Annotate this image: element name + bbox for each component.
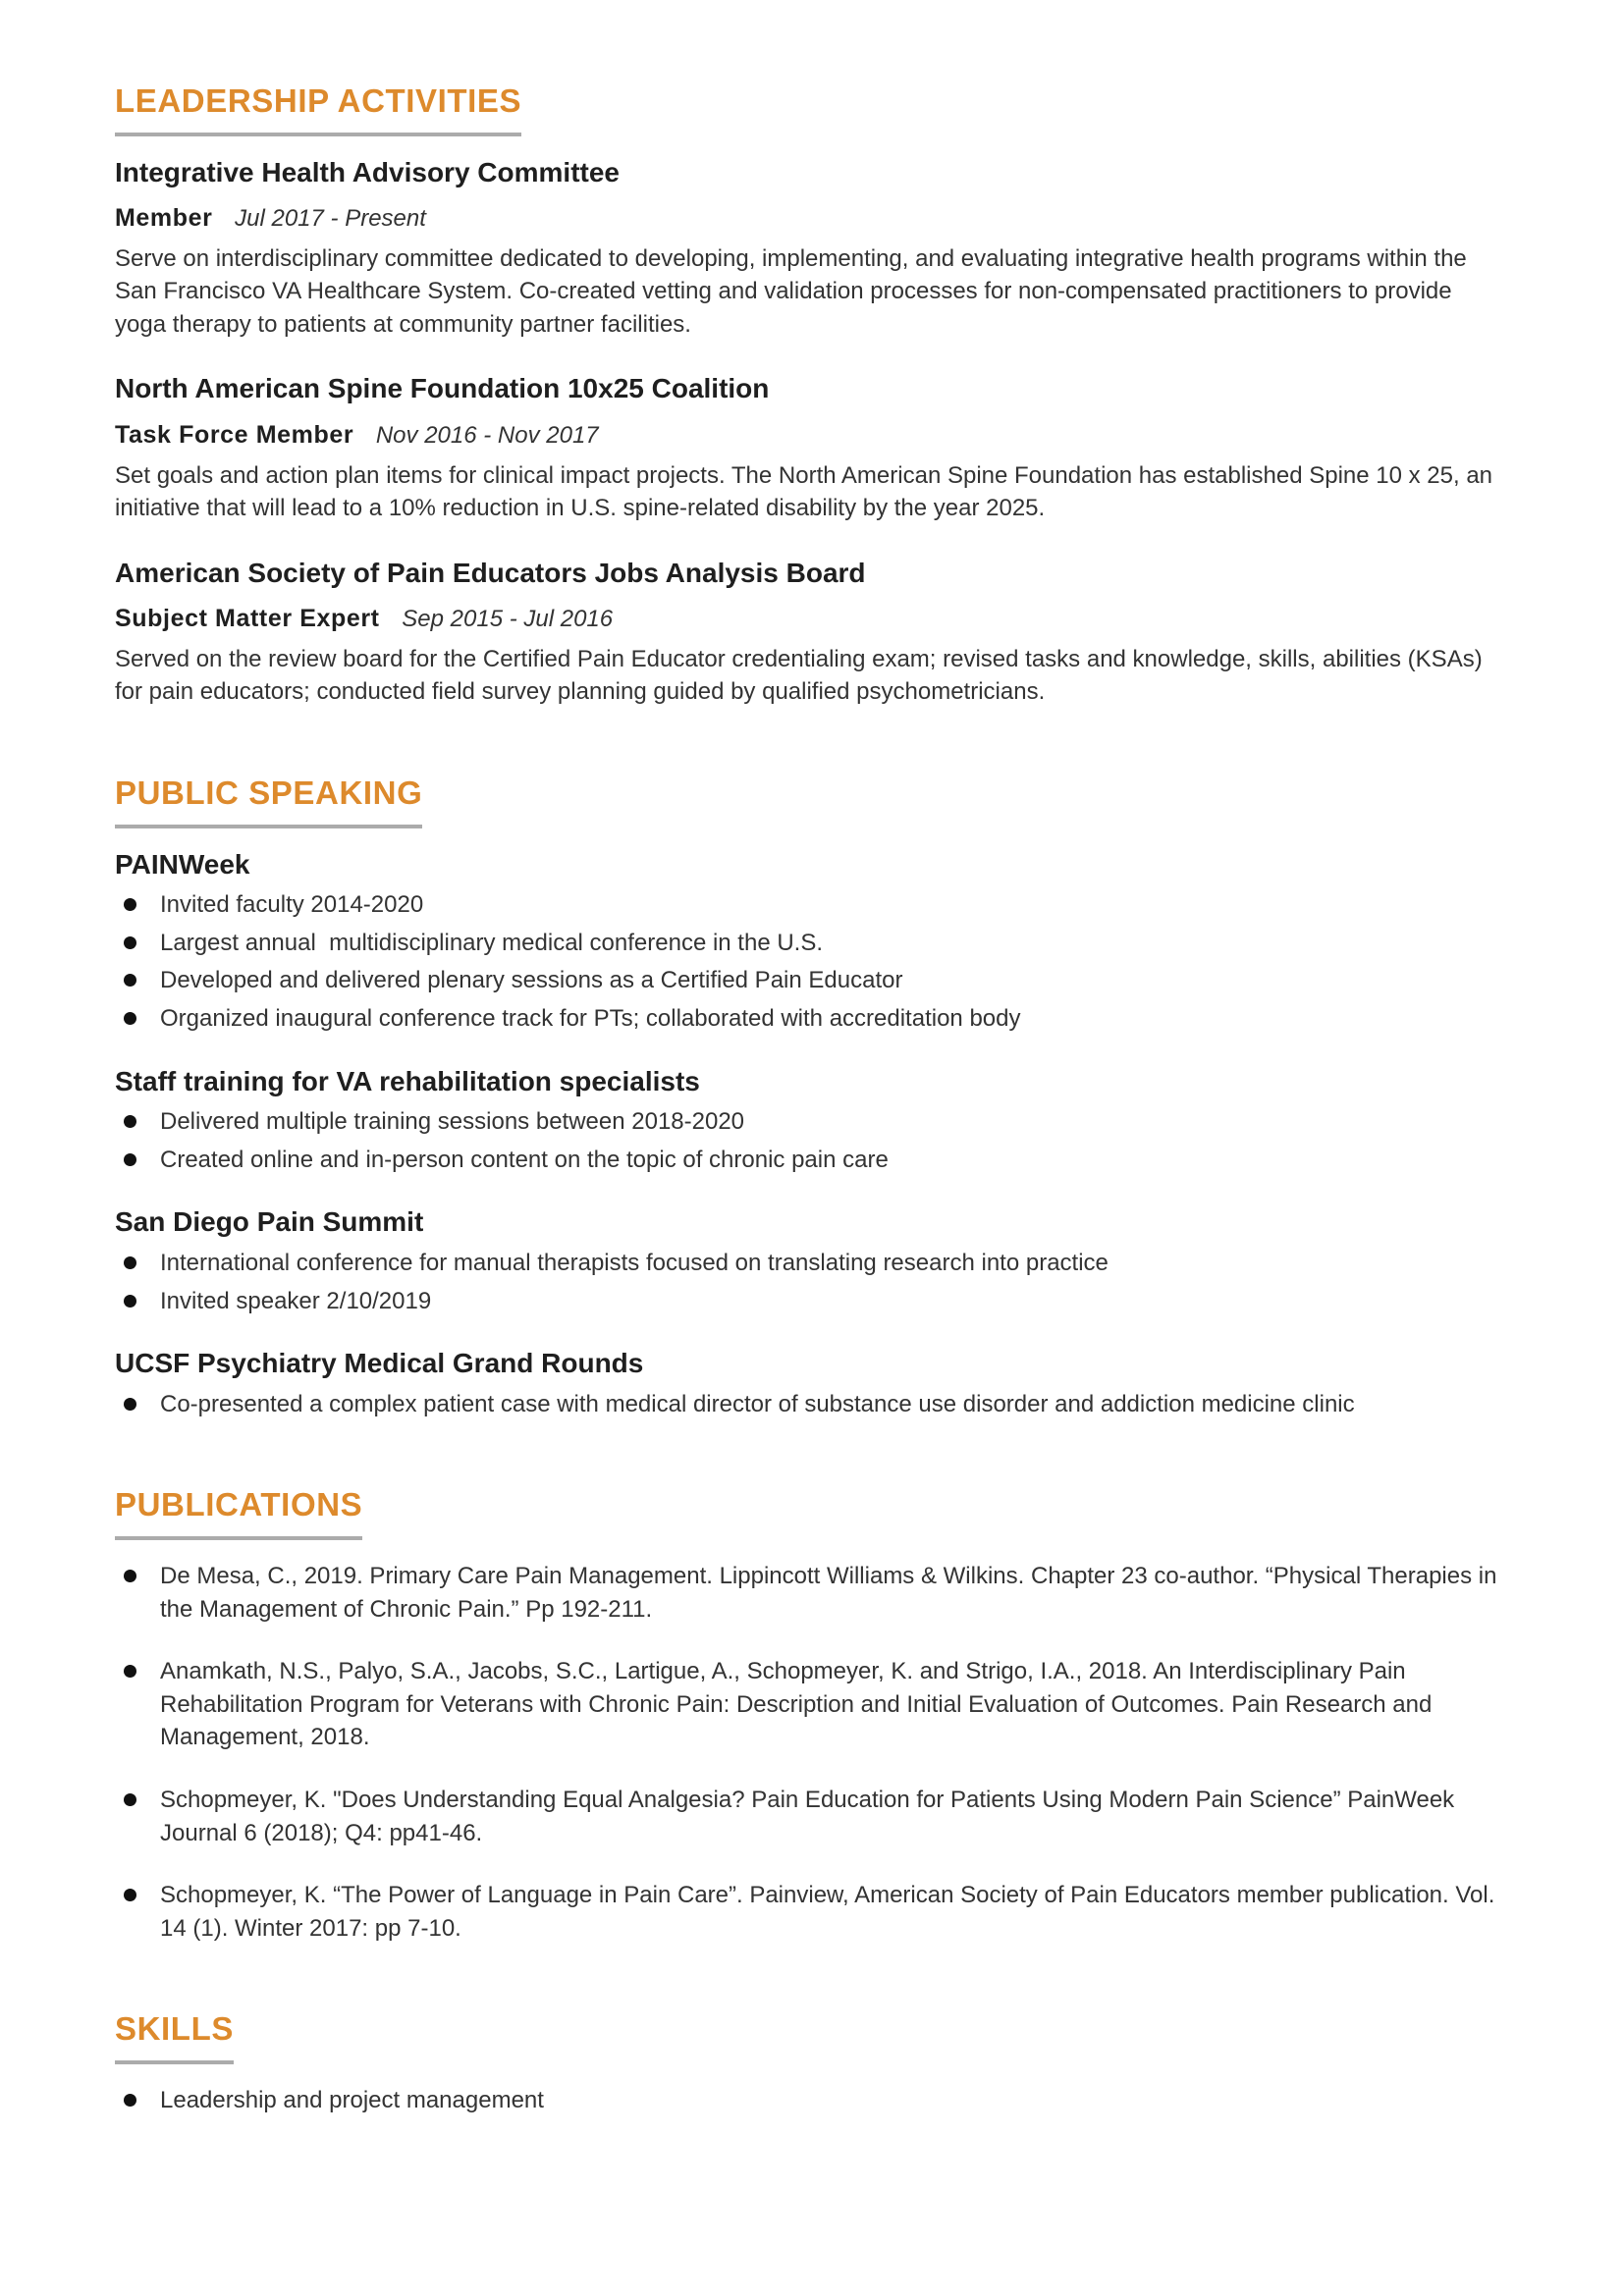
bullet-list	[115, 1105, 1507, 1176]
skill-item: Leadership and project management	[115, 2084, 1507, 2117]
date-range: Nov 2016 - Nov 2017	[375, 422, 599, 450]
entry-description: Serve on interdisciplinary committee dedicated to developing, implementing, and evaluating integrative health programs within the San Francisco VA Healthcare System. Co-created vetting and validation processes for non-compensated practitioners to provide yoga therapy to patients at community partner facilities.	[115, 244, 1474, 338]
role-line	[115, 202, 1507, 235]
role-title: Subject Matter Expert	[115, 605, 380, 633]
organization-title: North American Spine Foundation 10x25 Coalition	[115, 373, 770, 404]
bullet-list	[115, 1247, 1507, 1317]
publication-item: Schopmeyer, K. “The Power of Language in Pain Care”. Painview, American Society of Pain Educators member publication. Vol. 14 (1). Winter 2017: pp 7-10.	[115, 1879, 1507, 1945]
speaking-group-title: San Diego Pain Summit	[115, 1206, 424, 1238]
speaking-group	[115, 848, 1507, 1036]
role-title: Member	[115, 204, 213, 233]
section-skills	[115, 2009, 1507, 2116]
section-heading-skills: SKILLS	[115, 2009, 234, 2064]
list-item: Invited speaker 2/10/2019	[115, 1285, 1507, 1318]
bullet-list	[115, 1388, 1507, 1421]
section-heading-publications: PUBLICATIONS	[115, 1485, 362, 1540]
role-line	[115, 603, 1507, 635]
publication-item: De Mesa, C., 2019. Primary Care Pain Management. Lippincott Williams & Wilkins. Chapter 23 co-author. “Physical Therapies in the Management of Chronic Pain.” Pp 192-211.	[115, 1560, 1507, 1626]
list-item: Delivered multiple training sessions between 2018-2020	[115, 1105, 1507, 1139]
leadership-entry	[115, 156, 1507, 342]
publication-item: Anamkath, N.S., Palyo, S.A., Jacobs, S.C., Lartigue, A., Schopmeyer, K. and Strigo, I.A., 2018. An Interdisciplinary Pain Rehabilitation Program for Veterans with Chronic Pain: Description and Initial Evaluation of Outcomes. Pain Research and Management, 2018.	[115, 1655, 1507, 1754]
date-range: Jul 2017 - Present	[235, 205, 426, 233]
section-public-speaking	[115, 774, 1507, 1420]
leadership-entry	[115, 557, 1507, 709]
speaking-group-title: Staff training for VA rehabilitation specialists	[115, 1065, 700, 1096]
list-item: Organized inaugural conference track for PTs; collaborated with accreditation body	[115, 1002, 1507, 1036]
organization-title: American Society of Pain Educators Jobs Analysis Board	[115, 557, 866, 588]
speaking-group	[115, 1065, 1507, 1177]
entry-description: Set goals and action plan items for clinical impact projects. The North American Spine Foundation has established Spine 10 x 25, an initiative that will lead to a 10% reduction in U.S. spine-related disability by the year 2025.	[115, 461, 1499, 522]
list-item: Co-presented a complex patient case with medical director of substance use disorder and addiction medicine clinic	[115, 1388, 1507, 1421]
publication-list	[115, 1560, 1507, 1945]
date-range: Sep 2015 - Jul 2016	[402, 606, 614, 633]
list-item: Created online and in-person content on the topic of chronic pain care	[115, 1144, 1507, 1177]
role-title: Task Force Member	[115, 421, 354, 450]
speaking-group-title: UCSF Psychiatry Medical Grand Rounds	[115, 1348, 644, 1379]
role-line	[115, 419, 1507, 452]
organization-title: Integrative Health Advisory Committee	[115, 156, 620, 187]
section-publications	[115, 1485, 1507, 1945]
section-heading-leadership-activities: LEADERSHIP ACTIVITIES	[115, 81, 521, 136]
entry-description: Served on the review board for the Certified Pain Educator credentialing exam; revised tasks and knowledge, skills, abilities (KSAs) for pain educators; conducted field survey planning guided by qualified psychometricians.	[115, 645, 1489, 706]
leadership-entry	[115, 372, 1507, 524]
publication-item: Schopmeyer, K. "Does Understanding Equal Analgesia? Pain Education for Patients Using Modern Pain Science” PainWeek Journal 6 (2018); Q4: pp41-46.	[115, 1784, 1507, 1849]
speaking-group	[115, 1347, 1507, 1420]
speaking-group	[115, 1205, 1507, 1317]
list-item: Largest annual multidisciplinary medical conference in the U.S.	[115, 927, 1507, 960]
section-heading-public-speaking: PUBLIC SPEAKING	[115, 774, 422, 828]
list-item: International conference for manual therapists focused on translating research into practice	[115, 1247, 1507, 1280]
list-item: Developed and delivered plenary sessions as a Certified Pain Educator	[115, 964, 1507, 997]
skills-list	[115, 2084, 1507, 2117]
speaking-group-title: PAINWeek	[115, 848, 250, 880]
bullet-list	[115, 888, 1507, 1035]
section-leadership-activities	[115, 81, 1507, 709]
list-item: Invited faculty 2014-2020	[115, 888, 1507, 922]
